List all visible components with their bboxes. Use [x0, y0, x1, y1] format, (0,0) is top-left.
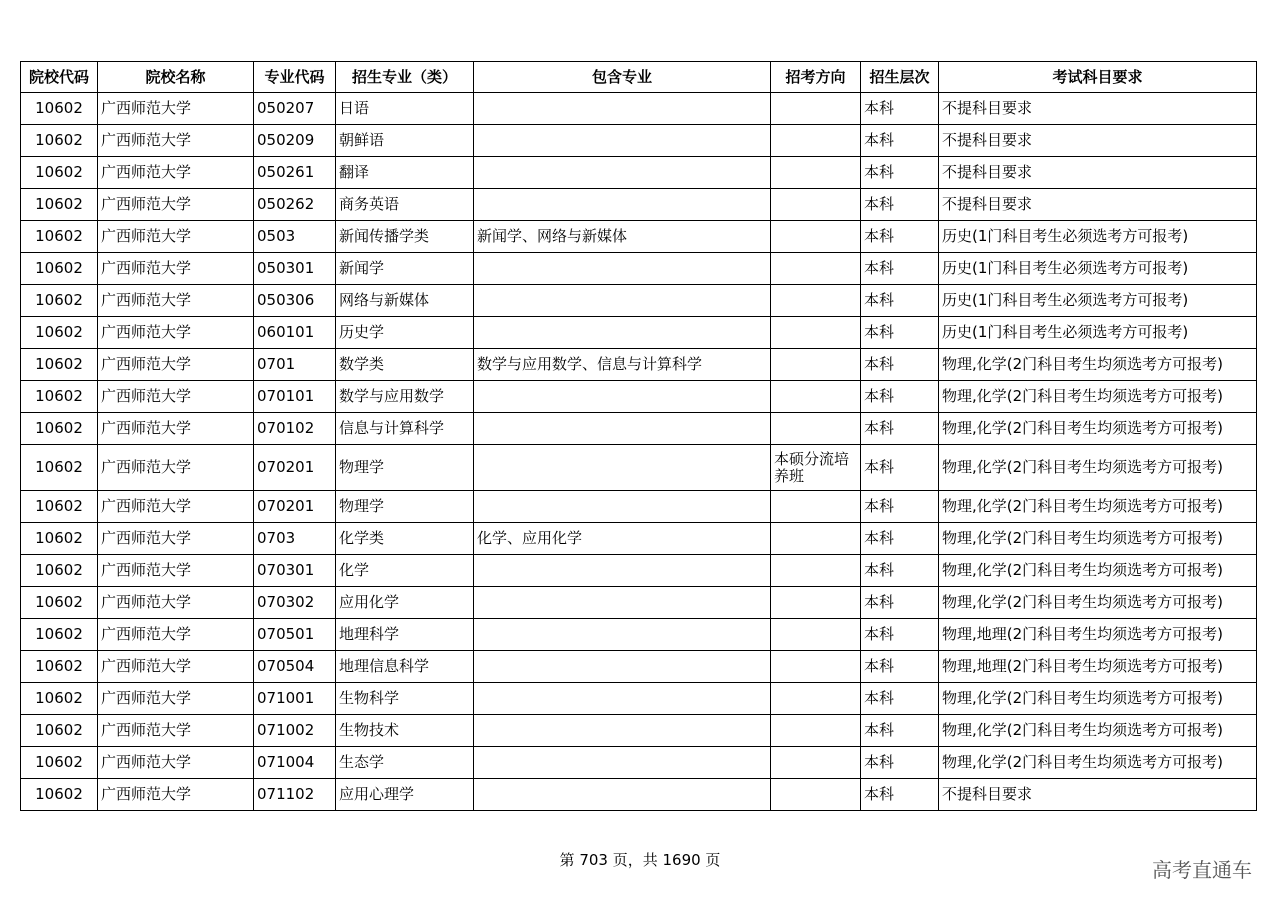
cell-school-name: 广西师范大学: [98, 349, 254, 381]
table-row: [21, 683, 1257, 715]
cell-school-code: 10602: [21, 349, 98, 381]
cell-included-majors: [474, 651, 771, 683]
cell-level: 本科: [861, 93, 939, 125]
cell-major-code: 071102: [254, 779, 336, 811]
cell-included-majors: [474, 253, 771, 285]
cell-direction: [771, 125, 861, 157]
cell-direction: [771, 189, 861, 221]
cell-major-code: 070302: [254, 587, 336, 619]
cell-school-name: 广西师范大学: [98, 555, 254, 587]
header-major: 招生专业（类）: [336, 62, 474, 93]
cell-major: 信息与计算科学: [336, 413, 474, 445]
cell-school-name: 广西师范大学: [98, 189, 254, 221]
cell-direction: [771, 349, 861, 381]
cell-included-majors: [474, 683, 771, 715]
cell-school-code: 10602: [21, 317, 98, 349]
cell-school-code: 10602: [21, 125, 98, 157]
cell-included-majors: [474, 779, 771, 811]
cell-major-code: 060101: [254, 317, 336, 349]
cell-subject-requirement: 物理,地理(2门科目考生均须选考方可报考): [939, 619, 1257, 651]
cell-level: 本科: [861, 413, 939, 445]
cell-level: 本科: [861, 445, 939, 491]
cell-included-majors: [474, 587, 771, 619]
table-row: [21, 93, 1257, 125]
cell-school-code: 10602: [21, 491, 98, 523]
cell-subject-requirement: 物理,化学(2门科目考生均须选考方可报考): [939, 381, 1257, 413]
cell-major: 翻译: [336, 157, 474, 189]
cell-subject-requirement: 物理,化学(2门科目考生均须选考方可报考): [939, 349, 1257, 381]
cell-direction: [771, 715, 861, 747]
cell-major: 数学与应用数学: [336, 381, 474, 413]
cell-included-majors: [474, 157, 771, 189]
cell-level: 本科: [861, 285, 939, 317]
header-major-code: 专业代码: [254, 62, 336, 93]
cell-school-name: 广西师范大学: [98, 413, 254, 445]
cell-subject-requirement: 物理,化学(2门科目考生均须选考方可报考): [939, 445, 1257, 491]
cell-level: 本科: [861, 349, 939, 381]
cell-included-majors: [474, 747, 771, 779]
cell-direction: [771, 491, 861, 523]
cell-direction: [771, 619, 861, 651]
table-row: [21, 445, 1257, 491]
cell-major-code: 0701: [254, 349, 336, 381]
cell-major-code: 0503: [254, 221, 336, 253]
cell-school-code: 10602: [21, 683, 98, 715]
cell-school-code: 10602: [21, 651, 98, 683]
table-row: [21, 715, 1257, 747]
cell-school-code: 10602: [21, 413, 98, 445]
cell-school-code: 10602: [21, 189, 98, 221]
cell-subject-requirement: 物理,化学(2门科目考生均须选考方可报考): [939, 747, 1257, 779]
cell-major-code: 050262: [254, 189, 336, 221]
header-row: [21, 62, 1257, 93]
cell-major: 商务英语: [336, 189, 474, 221]
cell-school-name: 广西师范大学: [98, 715, 254, 747]
cell-included-majors: [474, 491, 771, 523]
cell-level: 本科: [861, 157, 939, 189]
table-row: [21, 285, 1257, 317]
cell-school-code: 10602: [21, 747, 98, 779]
cell-direction: [771, 413, 861, 445]
cell-school-name: 广西师范大学: [98, 779, 254, 811]
cell-subject-requirement: 历史(1门科目考生必须选考方可报考): [939, 285, 1257, 317]
table-row: [21, 157, 1257, 189]
cell-included-majors: [474, 555, 771, 587]
cell-subject-requirement: 不提科目要求: [939, 125, 1257, 157]
cell-direction: [771, 253, 861, 285]
cell-major: 地理信息科学: [336, 651, 474, 683]
cell-direction: [771, 221, 861, 253]
cell-level: 本科: [861, 555, 939, 587]
table-row: [21, 253, 1257, 285]
cell-major: 新闻学: [336, 253, 474, 285]
cell-school-name: 广西师范大学: [98, 125, 254, 157]
cell-major: 新闻传播学类: [336, 221, 474, 253]
cell-level: 本科: [861, 221, 939, 253]
table-row: [21, 349, 1257, 381]
table-row: [21, 221, 1257, 253]
cell-subject-requirement: 历史(1门科目考生必须选考方可报考): [939, 221, 1257, 253]
cell-major: 朝鲜语: [336, 125, 474, 157]
cell-level: 本科: [861, 587, 939, 619]
cell-level: 本科: [861, 381, 939, 413]
cell-direction: [771, 747, 861, 779]
cell-level: 本科: [861, 253, 939, 285]
cell-included-majors: [474, 619, 771, 651]
cell-subject-requirement: 不提科目要求: [939, 779, 1257, 811]
header-included-majors: 包含专业: [474, 62, 771, 93]
table-row: [21, 619, 1257, 651]
table-row: [21, 779, 1257, 811]
cell-subject-requirement: 物理,化学(2门科目考生均须选考方可报考): [939, 413, 1257, 445]
cell-major-code: 070301: [254, 555, 336, 587]
cell-major: 地理科学: [336, 619, 474, 651]
cell-level: 本科: [861, 747, 939, 779]
cell-school-name: 广西师范大学: [98, 651, 254, 683]
cell-included-majors: [474, 285, 771, 317]
cell-direction: 本硕分流培养班: [771, 445, 861, 491]
cell-direction: [771, 381, 861, 413]
cell-subject-requirement: 历史(1门科目考生必须选考方可报考): [939, 317, 1257, 349]
cell-major: 应用化学: [336, 587, 474, 619]
cell-school-name: 广西师范大学: [98, 253, 254, 285]
cell-major-code: 050301: [254, 253, 336, 285]
cell-school-name: 广西师范大学: [98, 157, 254, 189]
cell-school-code: 10602: [21, 587, 98, 619]
cell-level: 本科: [861, 619, 939, 651]
cell-major-code: 070201: [254, 491, 336, 523]
cell-school-name: 广西师范大学: [98, 317, 254, 349]
cell-major-code: 071001: [254, 683, 336, 715]
header-school-code: 院校代码: [21, 62, 98, 93]
cell-major-code: 070504: [254, 651, 336, 683]
cell-direction: [771, 285, 861, 317]
header-school-name: 院校名称: [98, 62, 254, 93]
cell-included-majors: 化学、应用化学: [474, 523, 771, 555]
cell-included-majors: [474, 381, 771, 413]
cell-school-code: 10602: [21, 555, 98, 587]
table-row: [21, 189, 1257, 221]
table-row: [21, 587, 1257, 619]
cell-major-code: 0703: [254, 523, 336, 555]
cell-included-majors: [474, 93, 771, 125]
cell-school-name: 广西师范大学: [98, 381, 254, 413]
cell-school-code: 10602: [21, 715, 98, 747]
cell-major-code: 050306: [254, 285, 336, 317]
cell-major-code: 050207: [254, 93, 336, 125]
cell-school-code: 10602: [21, 285, 98, 317]
cell-subject-requirement: 不提科目要求: [939, 157, 1257, 189]
cell-subject-requirement: 物理,化学(2门科目考生均须选考方可报考): [939, 587, 1257, 619]
cell-school-name: 广西师范大学: [98, 221, 254, 253]
cell-included-majors: 数学与应用数学、信息与计算科学: [474, 349, 771, 381]
cell-subject-requirement: 历史(1门科目考生必须选考方可报考): [939, 253, 1257, 285]
cell-school-code: 10602: [21, 253, 98, 285]
header-subject-requirement: 考试科目要求: [939, 62, 1257, 93]
cell-level: 本科: [861, 651, 939, 683]
cell-major: 化学类: [336, 523, 474, 555]
cell-major: 生物技术: [336, 715, 474, 747]
cell-major-code: 071002: [254, 715, 336, 747]
cell-major: 历史学: [336, 317, 474, 349]
cell-direction: [771, 157, 861, 189]
header-direction: 招考方向: [771, 62, 861, 93]
cell-school-code: 10602: [21, 221, 98, 253]
cell-school-name: 广西师范大学: [98, 285, 254, 317]
cell-major-code: 070102: [254, 413, 336, 445]
cell-major-code: 050261: [254, 157, 336, 189]
table-row: [21, 747, 1257, 779]
cell-major-code: 070201: [254, 445, 336, 491]
cell-direction: [771, 555, 861, 587]
cell-level: 本科: [861, 189, 939, 221]
table-body: [21, 93, 1257, 811]
cell-included-majors: [474, 413, 771, 445]
cell-school-name: 广西师范大学: [98, 491, 254, 523]
cell-subject-requirement: 不提科目要求: [939, 189, 1257, 221]
cell-included-majors: [474, 125, 771, 157]
cell-included-majors: [474, 317, 771, 349]
cell-major: 物理学: [336, 491, 474, 523]
cell-major: 化学: [336, 555, 474, 587]
cell-major-code: 070501: [254, 619, 336, 651]
cell-included-majors: [474, 715, 771, 747]
watermark: 高考直通车: [1152, 858, 1252, 882]
cell-subject-requirement: 物理,化学(2门科目考生均须选考方可报考): [939, 715, 1257, 747]
table-row: [21, 125, 1257, 157]
table-row: [21, 381, 1257, 413]
cell-major-code: 050209: [254, 125, 336, 157]
cell-school-code: 10602: [21, 93, 98, 125]
cell-direction: [771, 779, 861, 811]
cell-included-majors: [474, 445, 771, 491]
cell-direction: [771, 683, 861, 715]
cell-major: 应用心理学: [336, 779, 474, 811]
cell-level: 本科: [861, 779, 939, 811]
cell-school-name: 广西师范大学: [98, 683, 254, 715]
cell-direction: [771, 587, 861, 619]
cell-subject-requirement: 不提科目要求: [939, 93, 1257, 125]
cell-subject-requirement: 物理,化学(2门科目考生均须选考方可报考): [939, 683, 1257, 715]
cell-subject-requirement: 物理,化学(2门科目考生均须选考方可报考): [939, 491, 1257, 523]
cell-level: 本科: [861, 715, 939, 747]
table-row: [21, 491, 1257, 523]
cell-level: 本科: [861, 523, 939, 555]
cell-school-code: 10602: [21, 523, 98, 555]
admissions-table: [20, 61, 1257, 811]
table-row: [21, 413, 1257, 445]
cell-major-code: 071004: [254, 747, 336, 779]
cell-major: 生物科学: [336, 683, 474, 715]
cell-included-majors: [474, 189, 771, 221]
cell-level: 本科: [861, 683, 939, 715]
cell-school-code: 10602: [21, 619, 98, 651]
cell-major: 日语: [336, 93, 474, 125]
cell-major: 网络与新媒体: [336, 285, 474, 317]
table-row: [21, 555, 1257, 587]
cell-major: 物理学: [336, 445, 474, 491]
cell-school-name: 广西师范大学: [98, 93, 254, 125]
cell-subject-requirement: 物理,化学(2门科目考生均须选考方可报考): [939, 523, 1257, 555]
cell-school-name: 广西师范大学: [98, 445, 254, 491]
cell-school-code: 10602: [21, 157, 98, 189]
cell-level: 本科: [861, 491, 939, 523]
cell-school-name: 广西师范大学: [98, 747, 254, 779]
cell-school-code: 10602: [21, 779, 98, 811]
cell-school-code: 10602: [21, 445, 98, 491]
cell-major-code: 070101: [254, 381, 336, 413]
cell-included-majors: 新闻学、网络与新媒体: [474, 221, 771, 253]
cell-school-name: 广西师范大学: [98, 523, 254, 555]
table-row: [21, 651, 1257, 683]
cell-level: 本科: [861, 317, 939, 349]
cell-direction: [771, 317, 861, 349]
table-row: [21, 523, 1257, 555]
cell-major: 生态学: [336, 747, 474, 779]
table-row: [21, 317, 1257, 349]
cell-subject-requirement: 物理,地理(2门科目考生均须选考方可报考): [939, 651, 1257, 683]
page-number: 第 703 页，共 1690 页: [559, 851, 721, 869]
cell-school-code: 10602: [21, 381, 98, 413]
cell-direction: [771, 93, 861, 125]
cell-level: 本科: [861, 125, 939, 157]
cell-direction: [771, 651, 861, 683]
cell-subject-requirement: 物理,化学(2门科目考生均须选考方可报考): [939, 555, 1257, 587]
cell-major: 数学类: [336, 349, 474, 381]
cell-direction: [771, 523, 861, 555]
cell-school-name: 广西师范大学: [98, 587, 254, 619]
cell-school-name: 广西师范大学: [98, 619, 254, 651]
header-level: 招生层次: [861, 62, 939, 93]
